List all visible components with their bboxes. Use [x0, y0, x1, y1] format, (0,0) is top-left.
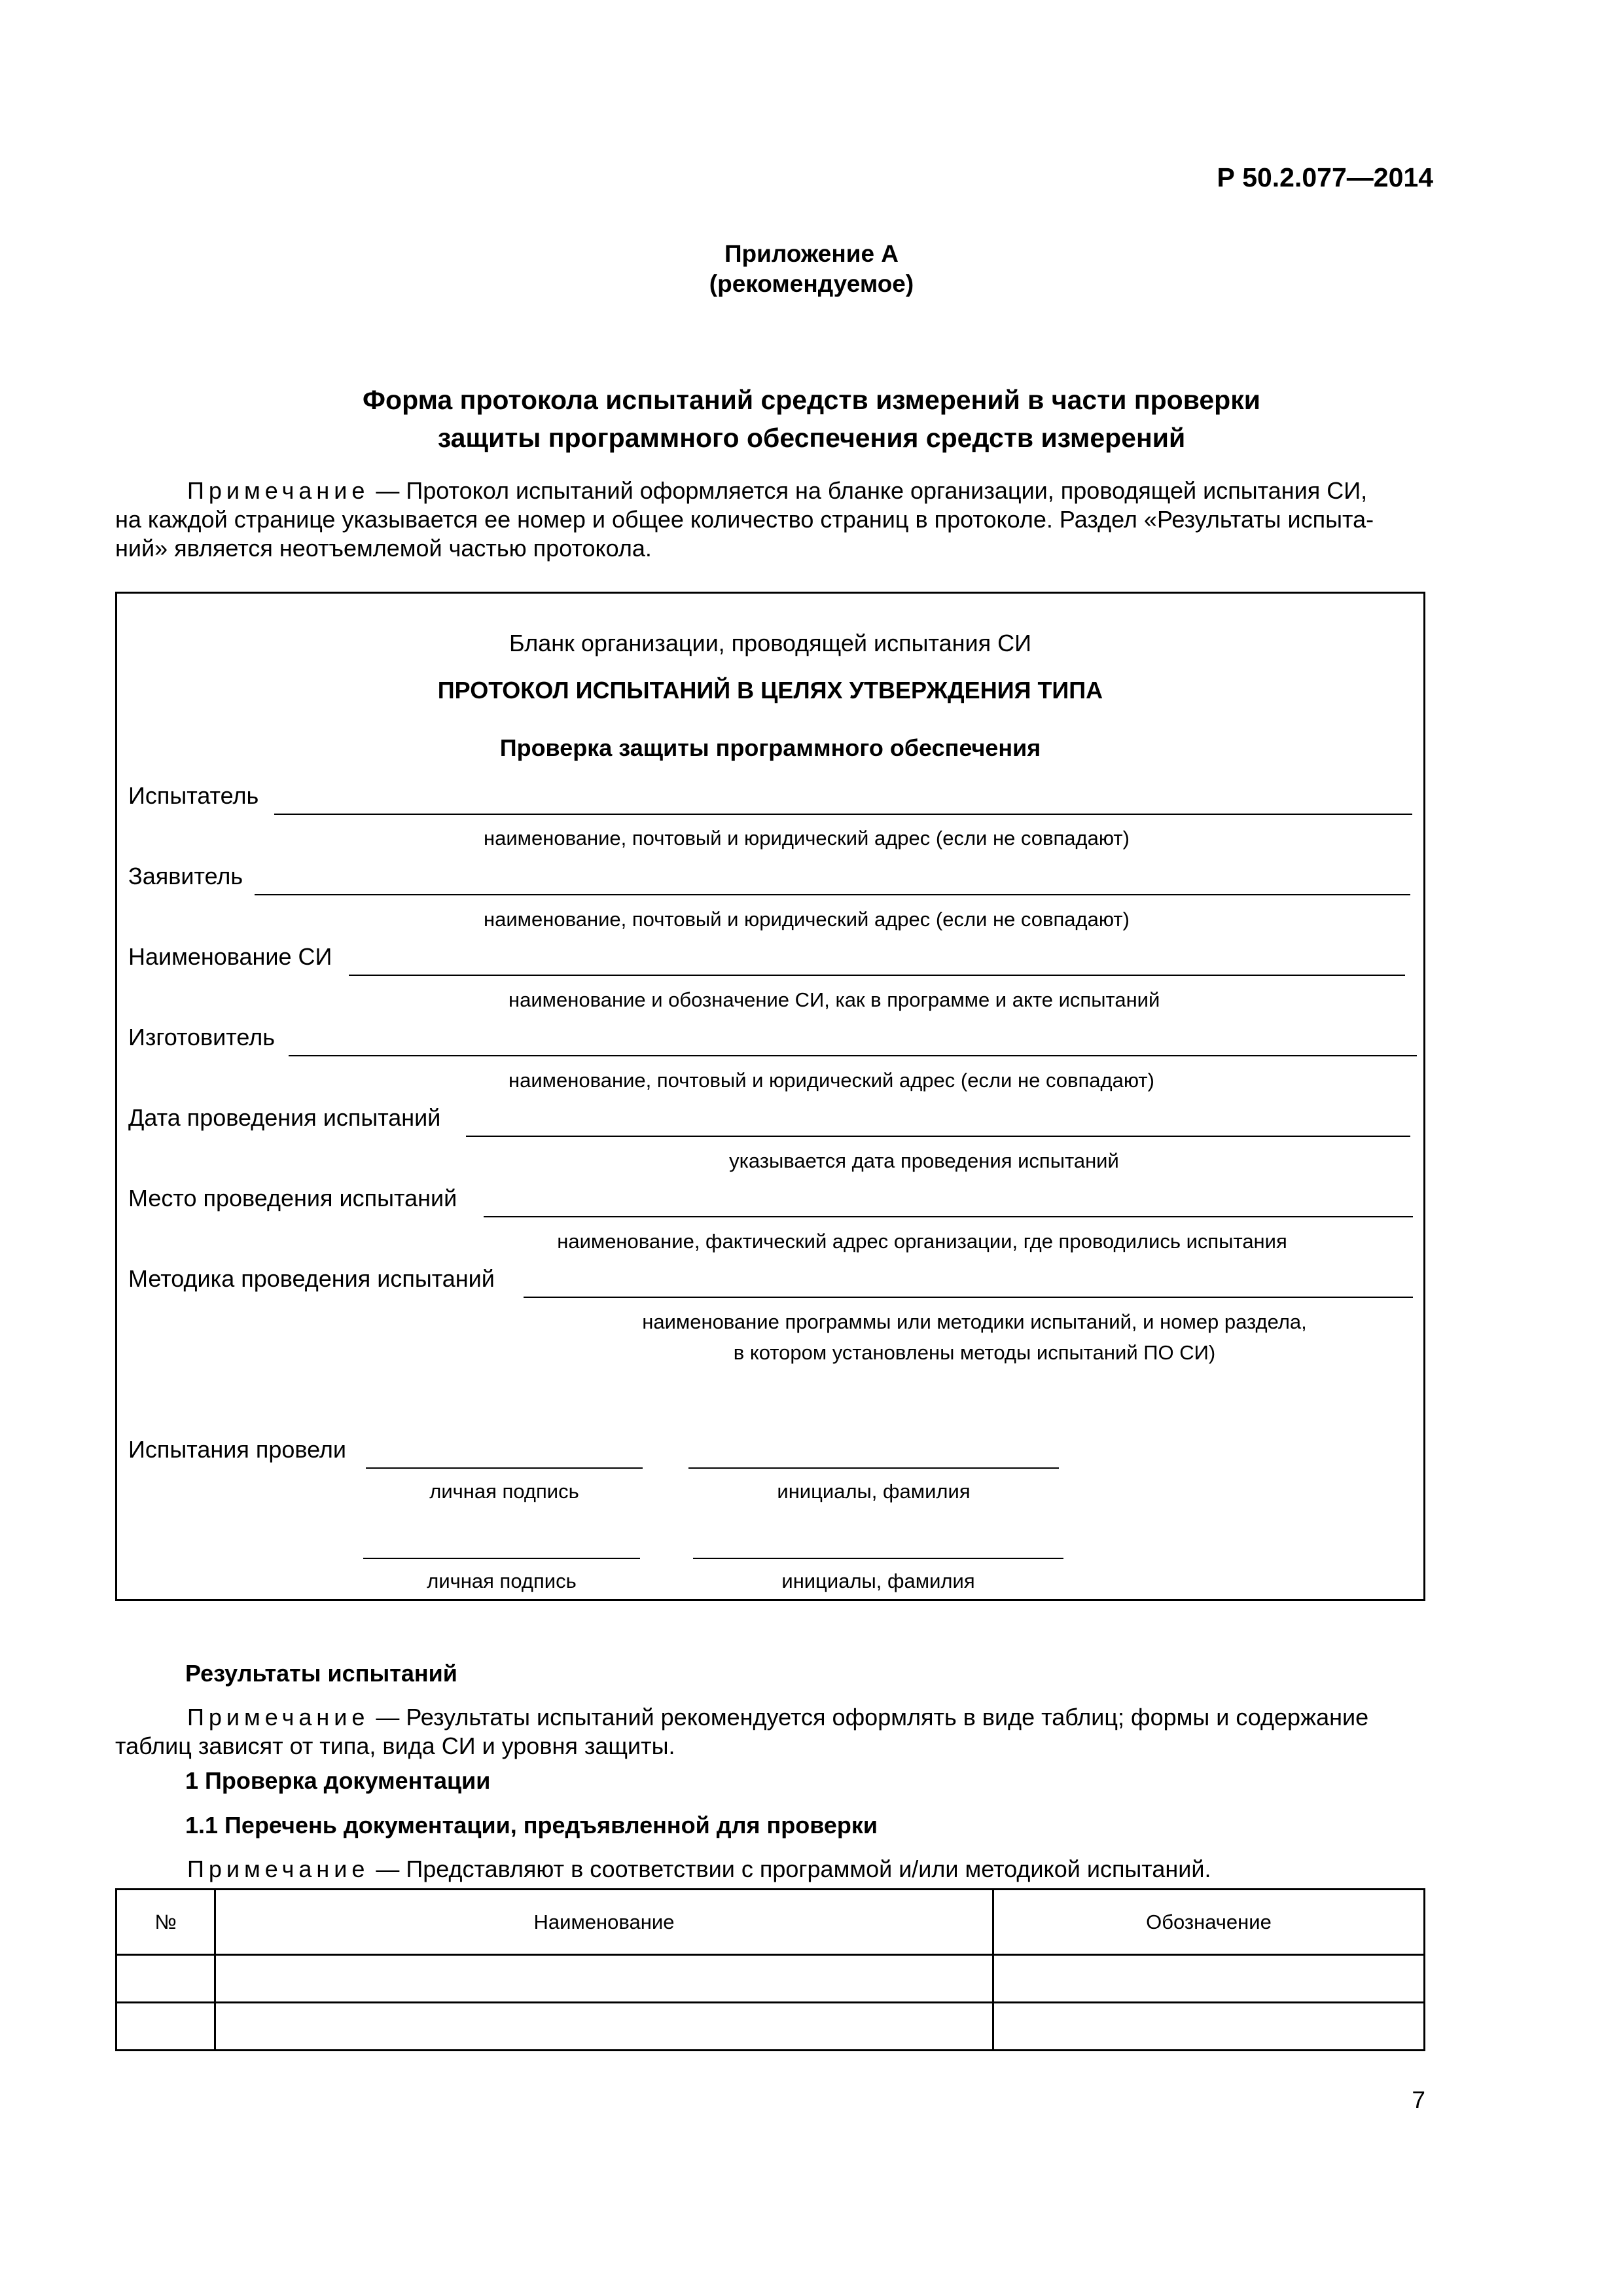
- table-cell[interactable]: [993, 2003, 1425, 2051]
- signature-hint-1: личная подпись: [429, 1480, 579, 1503]
- field-label-instrument-name: Наименование СИ: [128, 943, 332, 970]
- document-code: Р 50.2.077—2014: [1217, 162, 1433, 192]
- name-hint-2: инициалы, фамилия: [781, 1570, 975, 1592]
- table-cell[interactable]: [215, 2003, 993, 2051]
- field-hint-manufacturer: наименование, почтовый и юридический адрес (если не совпадают): [508, 1069, 1154, 1092]
- field-label-test-method: Методика проведения испытаний: [128, 1265, 495, 1292]
- note-documents: [115, 1855, 1450, 1884]
- field-line-manufacturer[interactable]: [289, 1055, 1417, 1056]
- results-note-prefix: Примечание: [187, 1704, 370, 1731]
- name-hint-1: инициалы, фамилия: [777, 1480, 971, 1503]
- field-hint-tester: наименование, почтовый и юридический адрес (если не совпадают): [484, 827, 1130, 850]
- column-header-name: Наименование: [215, 1890, 993, 1955]
- protocol-title: ПРОТОКОЛ ИСПЫТАНИЙ В ЦЕЛЯХ УТВЕРЖДЕНИЯ ТИПА: [437, 677, 1103, 704]
- name-line-1[interactable]: [688, 1467, 1059, 1469]
- field-line-tester[interactable]: [274, 814, 1412, 815]
- signature-line-1[interactable]: [366, 1467, 643, 1469]
- results-note-line1: — Результаты испытаний рекомендуется оформлять в виде таблиц; формы и содержание: [369, 1704, 1369, 1731]
- field-label-tester: Испытатель: [128, 782, 259, 809]
- table-cell[interactable]: [116, 2003, 215, 2051]
- annex-status: (рекомендуемое): [709, 270, 914, 297]
- field-label-test-date: Дата проведения испытаний: [128, 1104, 441, 1131]
- protocol-subtitle: Проверка защиты программного обеспечения: [499, 734, 1041, 761]
- table-cell[interactable]: [215, 1955, 993, 2003]
- protocol-form-box: [115, 592, 1425, 1601]
- field-label-manufacturer: Изготовитель: [128, 1024, 275, 1050]
- note-line2: на каждой странице указывается ее номер и общее количество страниц в протоколе. Раздел «Результаты испыта-: [115, 506, 1374, 533]
- table-cell[interactable]: [116, 1955, 215, 2003]
- section-1-1-heading: 1.1 Перечень документации, предъявленной для проверки: [185, 1812, 878, 1839]
- note-line3: ний» является неотъемлемой частью протокола.: [115, 535, 652, 562]
- field-hint-test-date: указывается дата проведения испытаний: [729, 1149, 1119, 1172]
- annex-heading: [0, 239, 1623, 299]
- form-title: [0, 381, 1623, 457]
- field-hint-instrument-name: наименование и обозначение СИ, как в программе и акте испытаний: [508, 988, 1160, 1011]
- field-line-applicant[interactable]: [255, 894, 1410, 895]
- signature-line-2[interactable]: [363, 1558, 640, 1559]
- field-line-instrument-name[interactable]: [349, 975, 1405, 976]
- documents-table: [115, 1888, 1425, 2051]
- field-label-applicant: Заявитель: [128, 863, 243, 889]
- page-number: 7: [1412, 2087, 1425, 2113]
- results-note-line2: таблиц зависят от типа, вида СИ и уровня защиты.: [115, 1732, 675, 1759]
- table-header-row: [116, 1890, 1425, 1955]
- table-row: [116, 2003, 1425, 2051]
- column-header-designation: Обозначение: [993, 1890, 1425, 1955]
- table-row: [116, 1955, 1425, 2003]
- field-hint-test-place: наименование, фактический адрес организации, где проводились испытания: [557, 1230, 1287, 1253]
- field-hint-applicant: наименование, почтовый и юридический адрес (если не совпадают): [484, 908, 1130, 931]
- note-prefix: Примечание: [187, 477, 370, 504]
- form-title-line1: Форма протокола испытаний средств измерений в части проверки: [363, 385, 1260, 415]
- signature-hint-2: личная подпись: [427, 1570, 577, 1592]
- field-line-test-place[interactable]: [484, 1216, 1413, 1217]
- name-line-2[interactable]: [693, 1558, 1063, 1559]
- section-1-heading: 1 Проверка документации: [185, 1767, 491, 1794]
- signatures-label: Испытания провели: [128, 1436, 347, 1463]
- field-label-test-place: Место проведения испытаний: [128, 1185, 457, 1211]
- table-cell[interactable]: [993, 1955, 1425, 2003]
- field-line-test-method[interactable]: [524, 1297, 1413, 1298]
- form-title-line2: защиты программного обеспечения средств измерений: [437, 423, 1186, 453]
- documents-note-text: — Представляют в соответствии с программой и/или методикой испытаний.: [369, 1856, 1211, 1882]
- note-results: [115, 1703, 1450, 1761]
- documents-note-prefix: Примечание: [187, 1856, 370, 1882]
- field-hint-test-method-2: в котором установлены методы испытаний ПО СИ): [733, 1341, 1216, 1364]
- field-hint-test-method-1: наименование программы или методики испытаний, и номер раздела,: [642, 1310, 1307, 1333]
- note-line1: — Протокол испытаний оформляется на бланке организации, проводящей испытания СИ,: [369, 477, 1368, 504]
- field-line-test-date[interactable]: [466, 1136, 1410, 1137]
- organization-blank-label: Бланк организации, проводящей испытания СИ: [509, 630, 1031, 656]
- column-header-number: №: [116, 1890, 215, 1955]
- annex-title: Приложение А: [724, 240, 899, 267]
- note-protocol: [115, 476, 1450, 563]
- results-title: Результаты испытаний: [185, 1660, 457, 1687]
